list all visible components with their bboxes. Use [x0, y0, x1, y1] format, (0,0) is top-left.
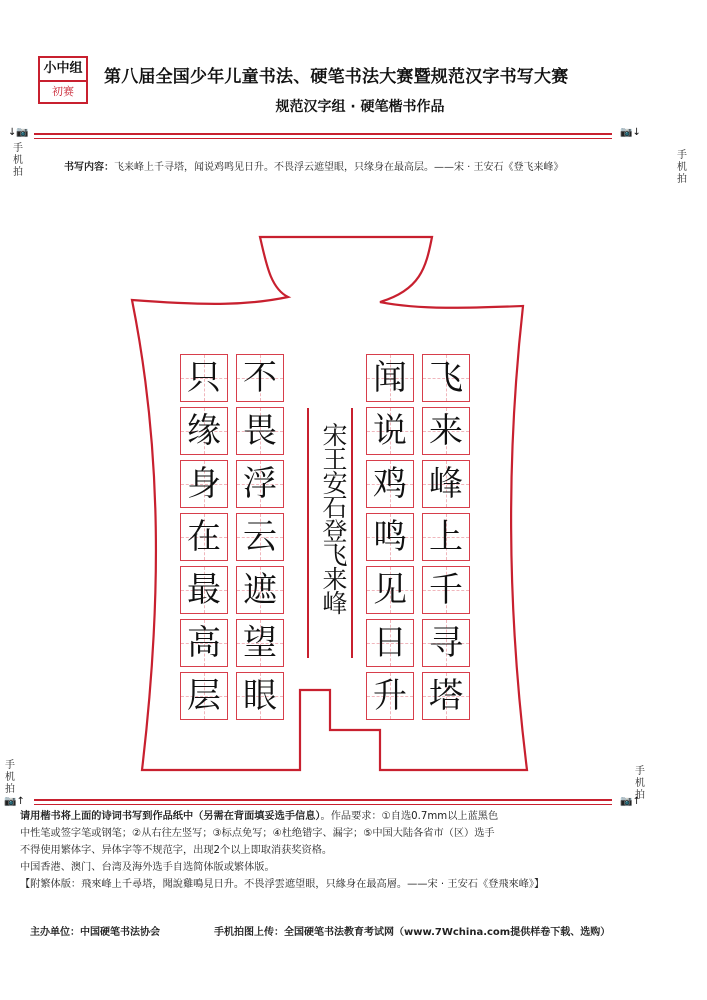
writing-content-label: 书写内容：	[64, 162, 114, 173]
grid-cell	[422, 354, 470, 402]
poem-character: 峰	[429, 464, 463, 504]
grid-cell	[236, 672, 284, 720]
poem-character: 升	[373, 676, 407, 716]
poem-character: 不	[243, 358, 277, 398]
grid-cell	[236, 566, 284, 614]
phone-photo-label: 手机拍	[5, 760, 15, 795]
grid-cell	[366, 672, 414, 720]
grid-cell	[422, 407, 470, 455]
grid-cell	[180, 619, 228, 667]
poem-character: 塔	[429, 676, 463, 716]
writing-content-text: 飞来峰上千寻塔，闻说鸡鸣见日升。不畏浮云遮望眼，只缘身在最高层。——宋 · 王安石《登飞来峰》	[114, 162, 564, 173]
instructions-line: 中性笔或签字笔或钢笔；②从右往左竖写；③标点免写；④杜绝错字、漏字；⑤中国大陆各省市（区）选手	[20, 828, 495, 839]
grid-cell	[422, 566, 470, 614]
grid-cell	[180, 354, 228, 402]
poem-character: 寻	[429, 623, 463, 663]
upload-info: 手机拍图上传：全国硬笔书法教育考试网（www.7Wchina.com提供样卷下载、选购）	[214, 927, 611, 938]
poem-character: 眼	[243, 676, 277, 716]
instructions-line: 不得使用繁体字、异体字等不规范字，出现2个以上即取消获奖资格。	[20, 845, 333, 856]
poem-character: 日	[373, 623, 407, 663]
attribution-text: 宋王安石登飞来峰	[319, 422, 348, 614]
poem-character: 只	[187, 358, 221, 398]
instructions-heading: 请用楷书将上面的诗词书写到作品纸中（另需在背面填妥选手信息）	[20, 811, 321, 822]
poem-character: 说	[373, 411, 407, 451]
grid-cell	[180, 407, 228, 455]
grid-cell	[422, 672, 470, 720]
poem-character: 闻	[373, 358, 407, 398]
attribution-panel	[307, 408, 353, 658]
camera-icon: 📷↑	[620, 796, 641, 807]
poem-character: 来	[429, 411, 463, 451]
instructions-line: 中国香港、澳门、台湾及海外选手自选简体版或繁体版。	[20, 862, 275, 873]
bottom-divider-thin	[34, 804, 612, 805]
round-label: 初赛	[52, 85, 74, 98]
grid-cell	[236, 460, 284, 508]
grid-cell	[366, 460, 414, 508]
poem-character: 见	[373, 570, 407, 610]
poem-character: 高	[187, 623, 221, 663]
grid-cell	[366, 513, 414, 561]
grid-cell	[180, 460, 228, 508]
poem-character: 层	[187, 676, 221, 716]
poem-character: 飞	[429, 358, 463, 398]
instructions-requirements: 。作品要求：①自选0.7mm以上蓝黑色	[320, 811, 499, 822]
grid-cell	[180, 566, 228, 614]
grid-cell	[236, 513, 284, 561]
poem-character: 上	[429, 517, 463, 557]
grid-cell	[180, 672, 228, 720]
traditional-version: 【附繁体版：飛來峰上千尋塔，聞說雞鳴見日升。不畏浮雲遮望眼，只緣身在最高層。——宋 · 王安石《登飛來峰》】	[20, 879, 545, 890]
grid-cell	[366, 407, 414, 455]
poem-character: 身	[187, 464, 221, 504]
poem-character: 望	[243, 623, 277, 663]
poem-column-2	[366, 354, 414, 725]
poem-character: 云	[243, 517, 277, 557]
organizer: 主办单位：中国硬笔书法协会	[30, 927, 160, 938]
grid-cell	[236, 619, 284, 667]
instructions	[20, 808, 680, 893]
poem-column-1	[422, 354, 470, 725]
page-title: 第八届全国少年儿童书法、硬笔书法大赛暨规范汉字书写大赛	[104, 67, 569, 87]
phone-photo-label: 手机拍	[13, 143, 23, 178]
grid-cell	[180, 513, 228, 561]
poem-column-3	[236, 354, 284, 725]
camera-icon: ↓📷	[8, 127, 29, 138]
poem-character: 鸣	[373, 517, 407, 557]
grid-cell	[366, 566, 414, 614]
grid-cell	[366, 619, 414, 667]
phone-photo-label: 手机拍	[635, 766, 645, 801]
group-label: 小中组	[40, 58, 86, 82]
poem-character: 遮	[243, 570, 277, 610]
grid-cell	[366, 354, 414, 402]
poem-character: 最	[187, 570, 221, 610]
camera-icon: 📷↓	[620, 127, 641, 138]
poem-column-4	[180, 354, 228, 725]
grid-cell	[236, 354, 284, 402]
bottom-divider	[34, 799, 612, 801]
poem-character: 千	[429, 570, 463, 610]
phone-photo-label: 手机拍	[677, 150, 687, 185]
grid-cell	[236, 407, 284, 455]
poem-character: 鸡	[373, 464, 407, 504]
camera-icon: 📷↑	[4, 796, 25, 807]
poem-character: 缘	[187, 411, 221, 451]
grid-cell	[422, 460, 470, 508]
poem-character: 浮	[243, 464, 277, 504]
poem-character: 在	[187, 517, 221, 557]
grid-cell	[422, 619, 470, 667]
poem-character: 畏	[243, 411, 277, 451]
grid-cell	[422, 513, 470, 561]
page-subtitle: 规范汉字组 · 硬笔楷书作品	[275, 99, 445, 115]
